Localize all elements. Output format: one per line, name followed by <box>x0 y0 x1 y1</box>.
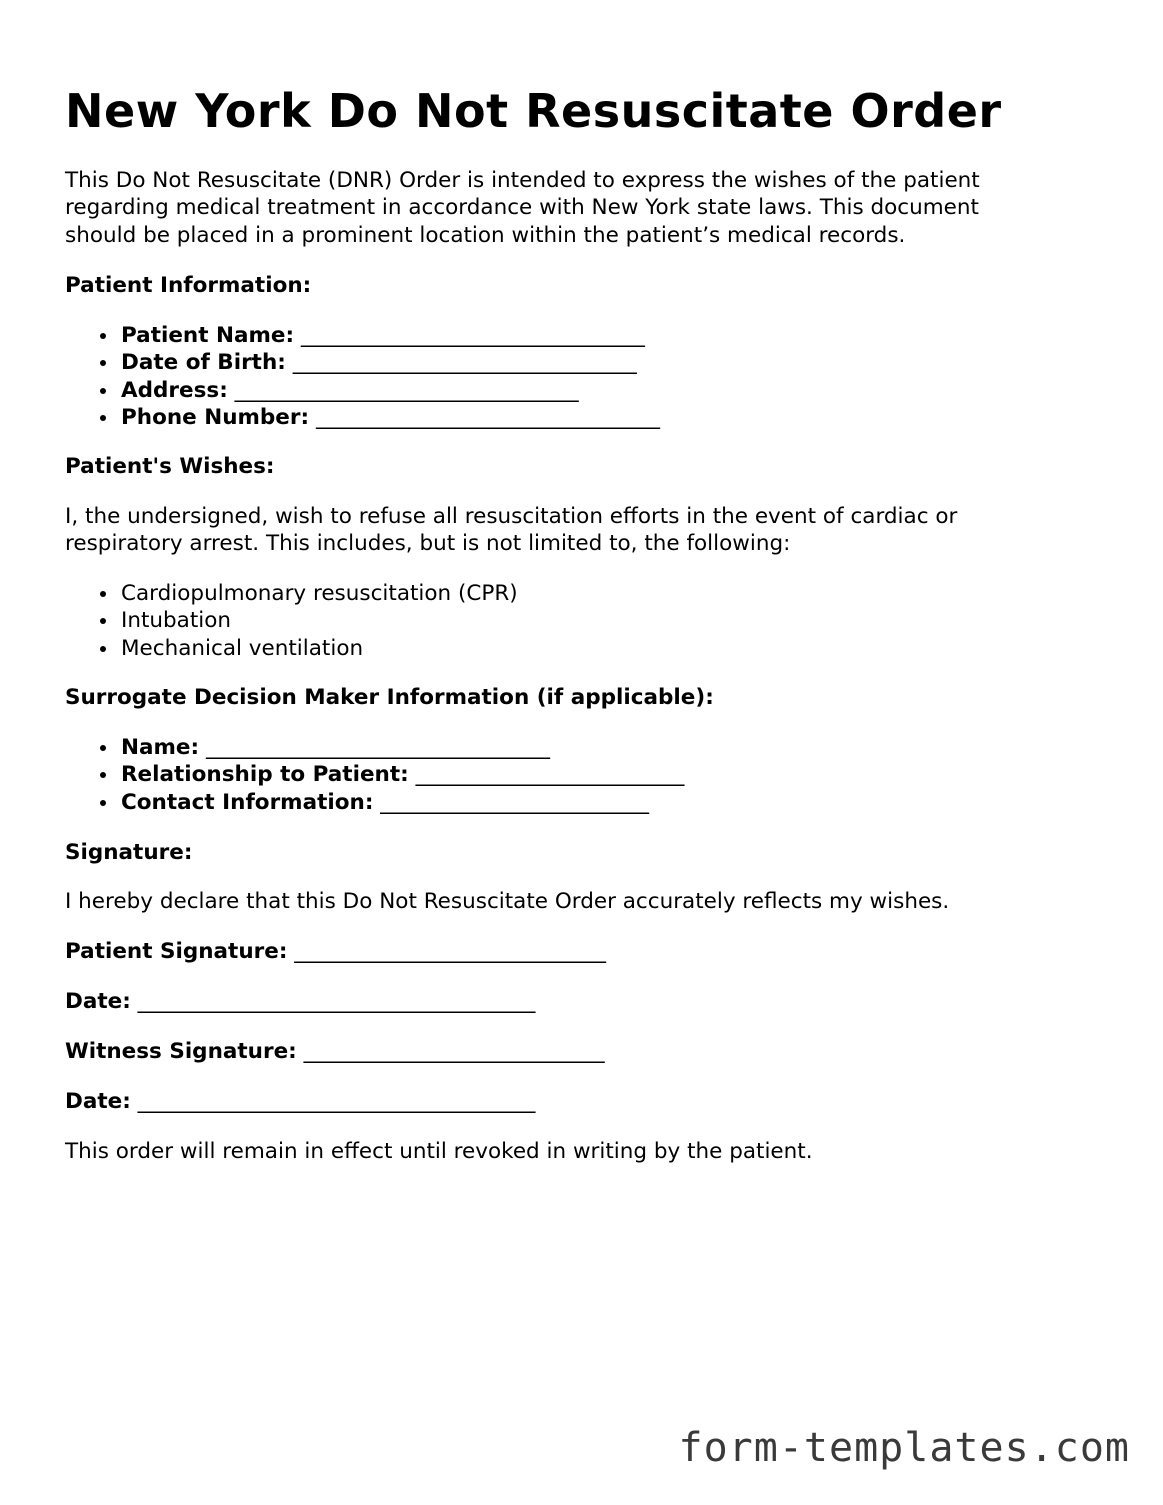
field-label: Patient Signature: <box>65 939 288 964</box>
list-item: Intubation <box>65 607 518 634</box>
field-label: Date: <box>65 1089 131 1114</box>
blank-line: ________________________________ <box>205 735 550 760</box>
refused-treatments-list <box>65 580 518 662</box>
patient-signature-field[interactable] <box>65 938 606 966</box>
intro-line-1: This Do Not Resuscitate (DNR) Order is intended to express the wishes of the patient <box>65 168 980 193</box>
blank-line: ____________________________ <box>303 1039 605 1064</box>
field-label: Relationship to Patient: <box>121 762 409 788</box>
field-label: Phone Number: <box>121 405 310 431</box>
field-label: Address: <box>121 377 228 403</box>
phone-number-field[interactable] <box>65 404 660 431</box>
date-of-birth-field[interactable] <box>65 349 660 376</box>
intro-line-3: should be placed in a prominent location within the patient’s medical records. <box>65 223 906 248</box>
field-label: Date: <box>65 989 131 1014</box>
surrogate-list <box>65 734 684 816</box>
blank-line: ________________________________ <box>234 377 579 403</box>
blank-line: _________________________ <box>380 789 650 815</box>
blank-line: ________________________________ <box>292 350 637 376</box>
contact-information-field[interactable] <box>65 789 684 816</box>
patient-name-field[interactable] <box>65 322 660 349</box>
witness-signature-field[interactable] <box>65 1038 605 1066</box>
signature-heading: Signature: <box>65 840 193 865</box>
wishes-text-line-1: I, the undersigned, wish to refuse all resuscitation efforts in the event of cardiac or <box>65 504 958 529</box>
surrogate-heading: Surrogate Decision Maker Information (if applicable): <box>65 685 714 710</box>
field-label: Witness Signature: <box>65 1039 297 1064</box>
list-item: Mechanical ventilation <box>65 635 518 662</box>
wishes-text-line-2: respiratory arrest. This includes, but is not limited to, the following: <box>65 531 791 556</box>
declaration-text: I hereby declare that this Do Not Resuscitate Order accurately reflects my wishes. <box>65 889 950 914</box>
wishes-heading: Patient's Wishes: <box>65 454 275 479</box>
field-label: Date of Birth: <box>121 350 286 376</box>
field-label: Name: <box>121 735 200 760</box>
blank-line: ________________________________ <box>315 405 660 431</box>
field-label: Patient Name: <box>121 323 295 348</box>
list-item: Cardiopulmonary resuscitation (CPR) <box>65 580 518 607</box>
relationship-field[interactable] <box>65 761 684 788</box>
blank-line: ________________________________ <box>300 323 645 348</box>
watermark-logo: form-templates.com <box>678 1425 1130 1471</box>
intro-line-2: regarding medical treatment in accordance with New York state laws. This document <box>65 195 979 220</box>
blank-line: _________________________ <box>415 762 685 788</box>
surrogate-name-field[interactable] <box>65 734 684 761</box>
blank-line: _____________________________ <box>294 939 607 964</box>
closing-text: This order will remain in effect until revoked in writing by the patient. <box>65 1139 813 1164</box>
field-label: Contact Information: <box>121 789 374 815</box>
address-field[interactable] <box>65 377 660 404</box>
patient-info-list <box>65 322 660 432</box>
patient-info-heading: Patient Information: <box>65 273 312 298</box>
blank-line: _____________________________________ <box>137 989 536 1014</box>
blank-line: _____________________________________ <box>137 1089 536 1114</box>
page-title: New York Do Not Resuscitate Order <box>65 84 1002 138</box>
witness-date-field[interactable] <box>65 1088 535 1116</box>
patient-date-field[interactable] <box>65 988 535 1016</box>
